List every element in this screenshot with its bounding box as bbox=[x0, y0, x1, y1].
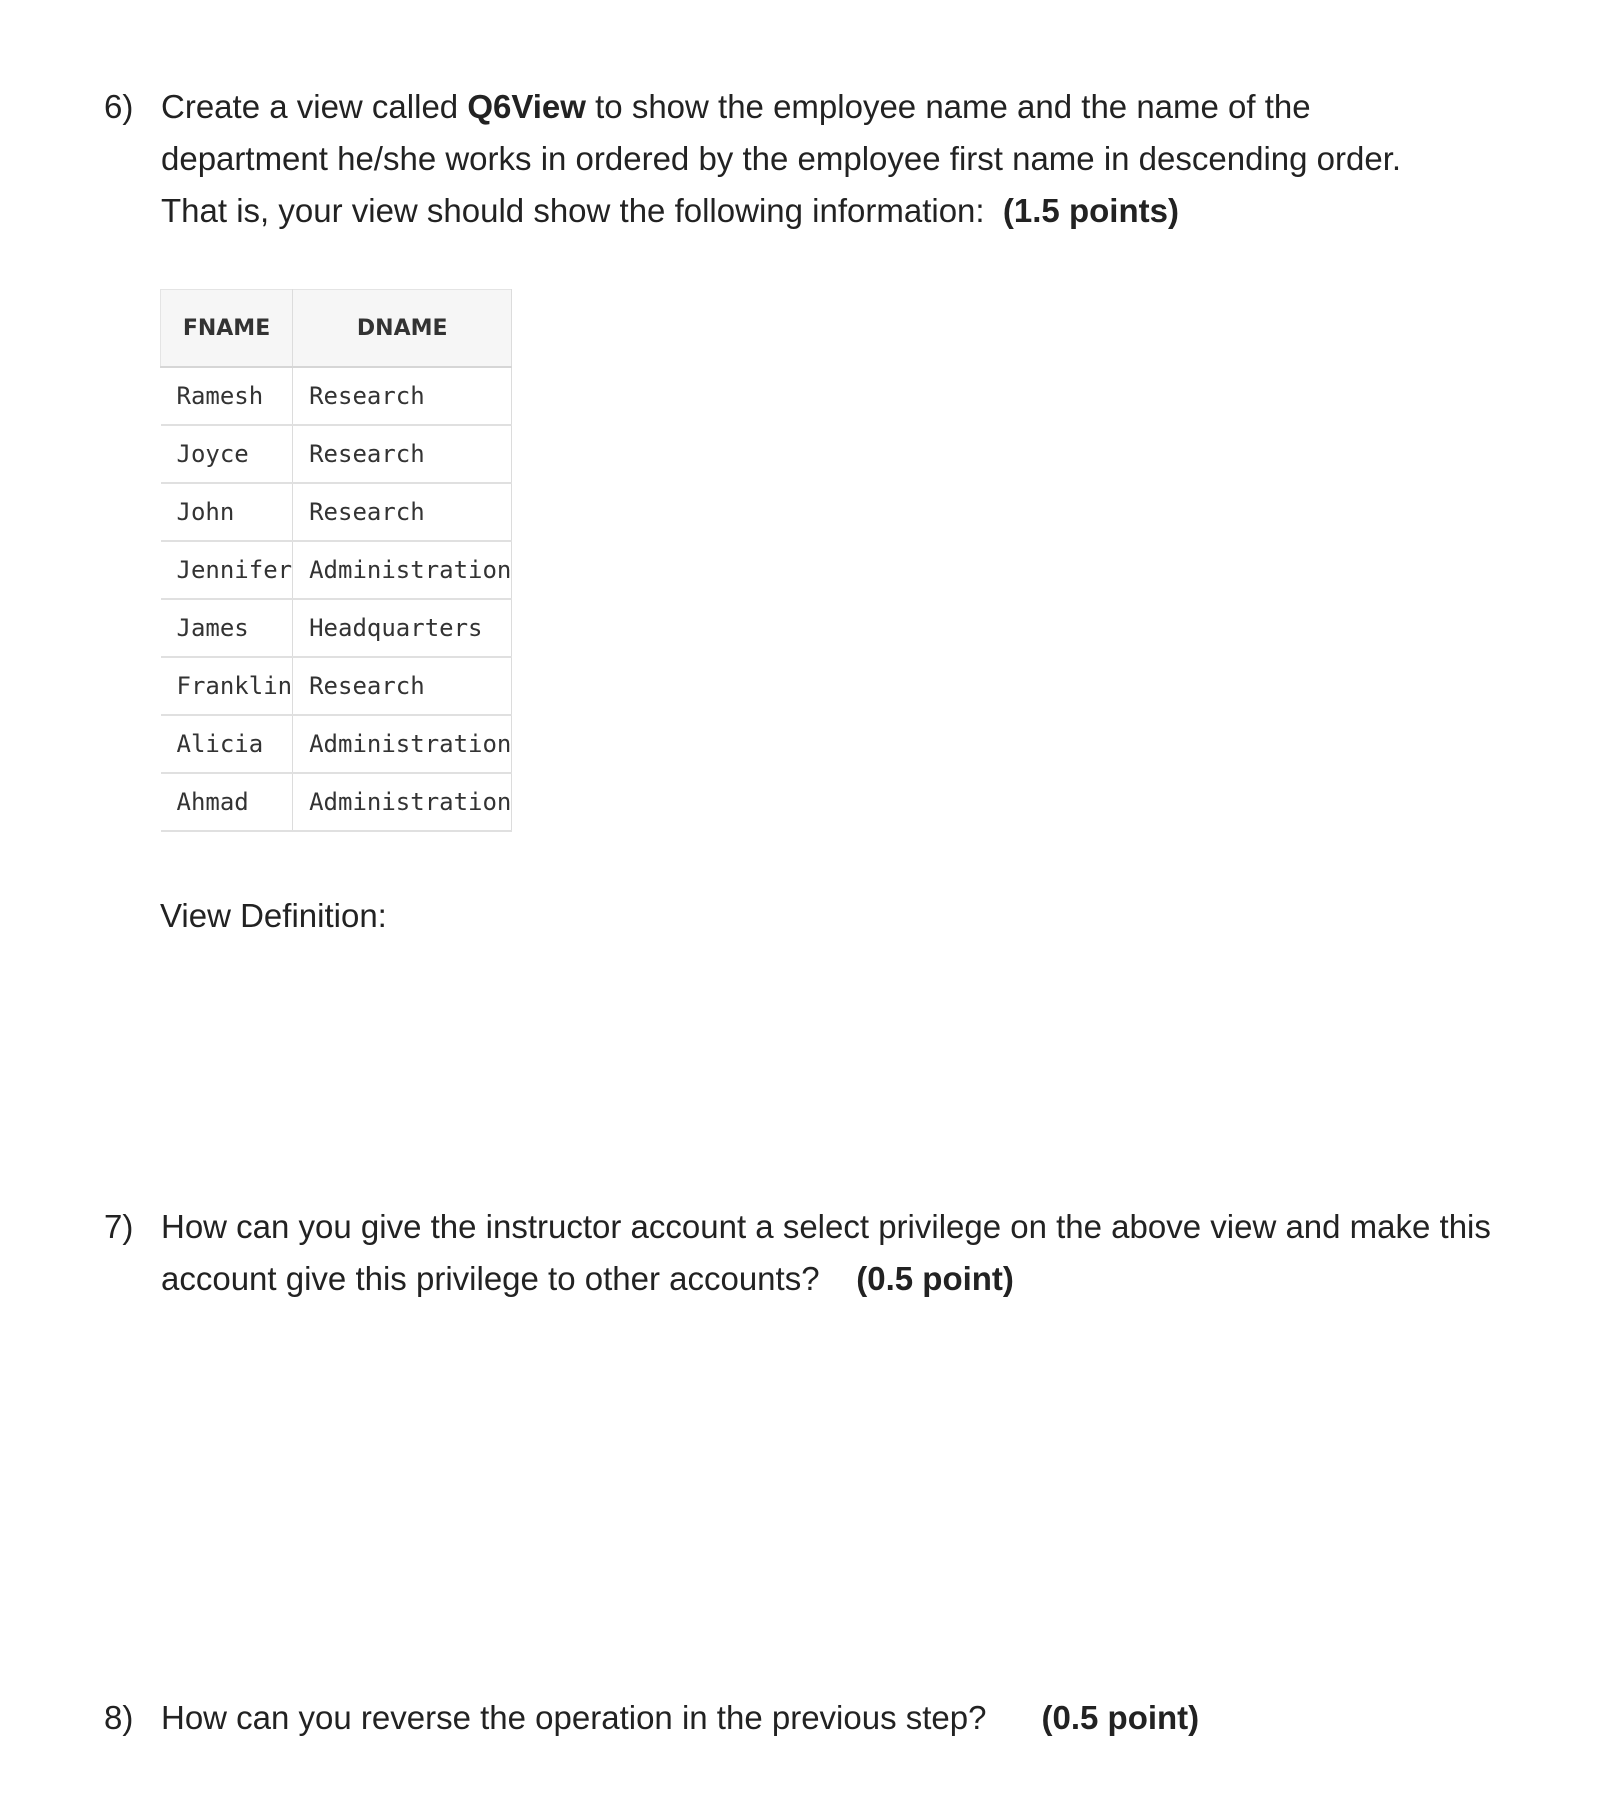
view-definition-label: View Definition: bbox=[160, 897, 387, 934]
cell-dname: Administration bbox=[293, 541, 512, 599]
view-name: Q6View bbox=[467, 88, 586, 125]
table-row bbox=[161, 367, 512, 425]
question-text bbox=[161, 81, 1401, 237]
cell-dname: Headquarters bbox=[293, 599, 512, 657]
table-row bbox=[161, 773, 512, 831]
column-header-dname: DNAME bbox=[293, 290, 512, 368]
question-line-1: How can you reverse the operation in the previous step? (0.5 point) bbox=[161, 1699, 1200, 1736]
table-row bbox=[161, 657, 512, 715]
question-line-2: account give this privilege to other accounts? (0.5 point) bbox=[161, 1260, 1014, 1297]
cell-fname: James bbox=[161, 599, 293, 657]
cell-dname: Research bbox=[293, 657, 512, 715]
points-label: (0.5 point) bbox=[1041, 1699, 1200, 1736]
question-text bbox=[161, 1692, 1199, 1744]
cell-dname: Administration bbox=[293, 715, 512, 773]
cell-fname: Alicia bbox=[161, 715, 293, 773]
table-row bbox=[161, 599, 512, 657]
question-text bbox=[161, 1201, 1491, 1305]
result-table bbox=[160, 289, 512, 832]
points-label: (0.5 point) bbox=[856, 1260, 1014, 1297]
points-label: (1.5 points) bbox=[1002, 192, 1179, 229]
cell-dname: Administration bbox=[293, 773, 512, 831]
question-line-2: department he/she works in ordered by the employee first name in descending order. bbox=[161, 140, 1402, 177]
question-number: 8) bbox=[104, 1699, 134, 1736]
cell-dname: Research bbox=[293, 367, 512, 425]
cell-dname: Research bbox=[293, 483, 512, 541]
table-row bbox=[161, 715, 512, 773]
cell-dname: Research bbox=[293, 425, 512, 483]
table-row bbox=[161, 425, 512, 483]
table-header-row bbox=[161, 290, 512, 368]
cell-fname: Ahmad bbox=[161, 773, 293, 831]
question-number: 7) bbox=[104, 1208, 134, 1245]
column-header-fname: FNAME bbox=[161, 290, 293, 368]
cell-fname: John bbox=[161, 483, 293, 541]
question-line-1: How can you give the instructor account a select privilege on the above view and make this bbox=[161, 1208, 1491, 1245]
question-line-1: Create a view called Q6View to show the employee name and the name of the bbox=[161, 88, 1311, 125]
cell-fname: Jennifer bbox=[161, 541, 293, 599]
cell-fname: Franklin bbox=[161, 657, 293, 715]
question-number: 6) bbox=[104, 88, 134, 125]
question-line-3: That is, your view should show the following information: (1.5 points) bbox=[161, 192, 1179, 229]
table-row bbox=[161, 483, 512, 541]
table-row bbox=[161, 541, 512, 599]
cell-fname: Joyce bbox=[161, 425, 293, 483]
cell-fname: Ramesh bbox=[161, 367, 293, 425]
